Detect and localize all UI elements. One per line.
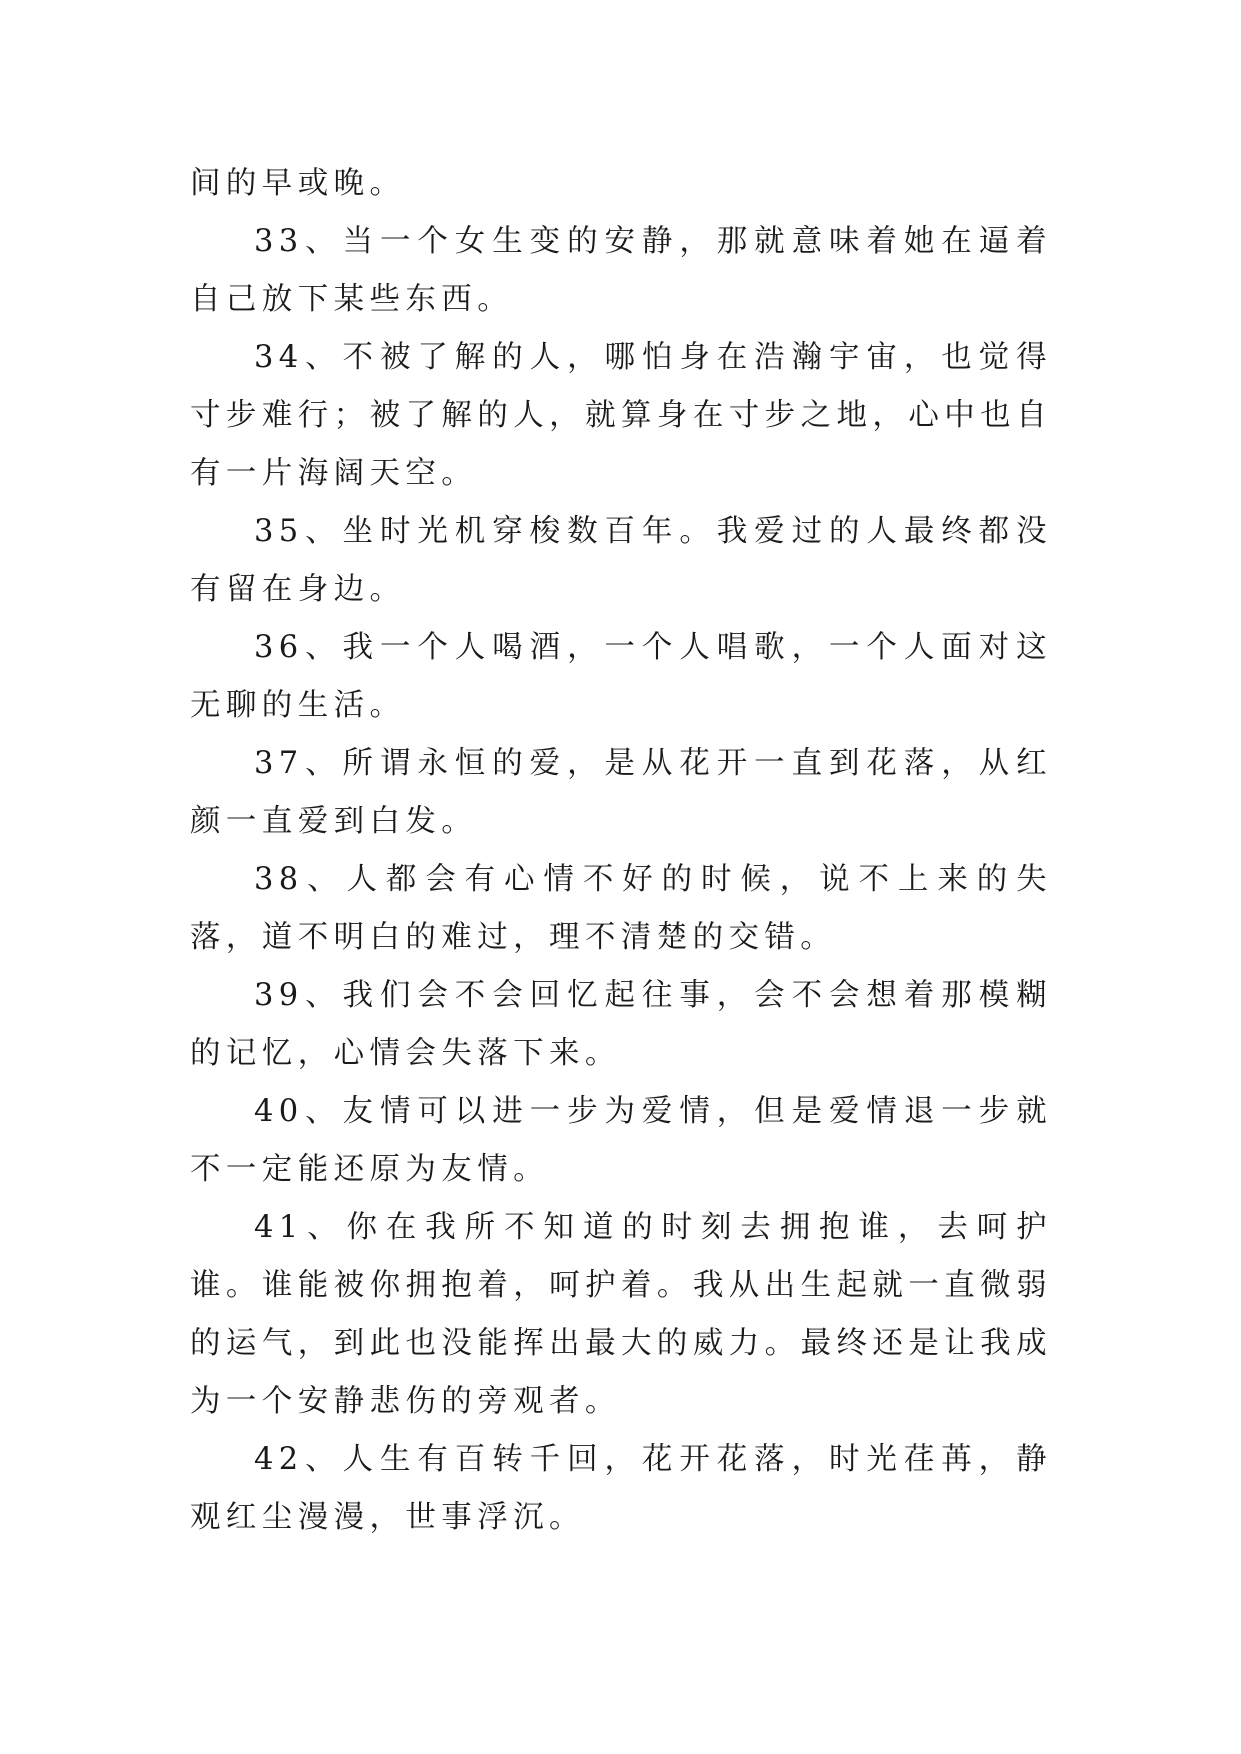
paragraph: 39、我们会不会回忆起往事，会不会想着那模糊的记忆，心情会失落下来。 [190, 978, 1052, 1071]
paragraph: 36、我一个人喝酒，一个人唱歌，一个人面对这无聊的生活。 [190, 630, 1052, 723]
paragraph: 40、友情可以进一步为爱情，但是爱情退一步就不一定能还原为友情。 [190, 1094, 1052, 1187]
paragraph: 34、不被了解的人，哪怕身在浩瀚宇宙，也觉得寸步难行；被了解的人，就算身在寸步之地，心中也自有一片海阔天空。 [190, 340, 1052, 491]
paragraph: 37、所谓永恒的爱，是从花开一直到花落，从红颜一直爱到白发。 [190, 746, 1052, 839]
paragraph: 35、坐时光机穿梭数百年。我爱过的人最终都没有留在身边。 [190, 514, 1052, 607]
paragraph: 42、人生有百转千回，花开花落，时光荏苒，静观红尘漫漫，世事浮沉。 [190, 1442, 1052, 1535]
paragraph: 41、你在我所不知道的时刻去拥抱谁，去呵护谁。谁能被你拥抱着，呵护着。我从出生起就一直微弱的运气，到此也没能挥出最大的威力。最终还是让我成为一个安静悲伤的旁观者。 [190, 1210, 1052, 1419]
paragraph: 间的早或晚。 [190, 166, 406, 201]
paragraph: 33、当一个女生变的安静，那就意味着她在逼着自己放下某些东西。 [190, 224, 1052, 317]
body-text [190, 155, 1052, 1547]
paragraph: 38、人都会有心情不好的时候，说不上来的失落，道不明白的难过，理不清楚的交错。 [190, 862, 1052, 955]
